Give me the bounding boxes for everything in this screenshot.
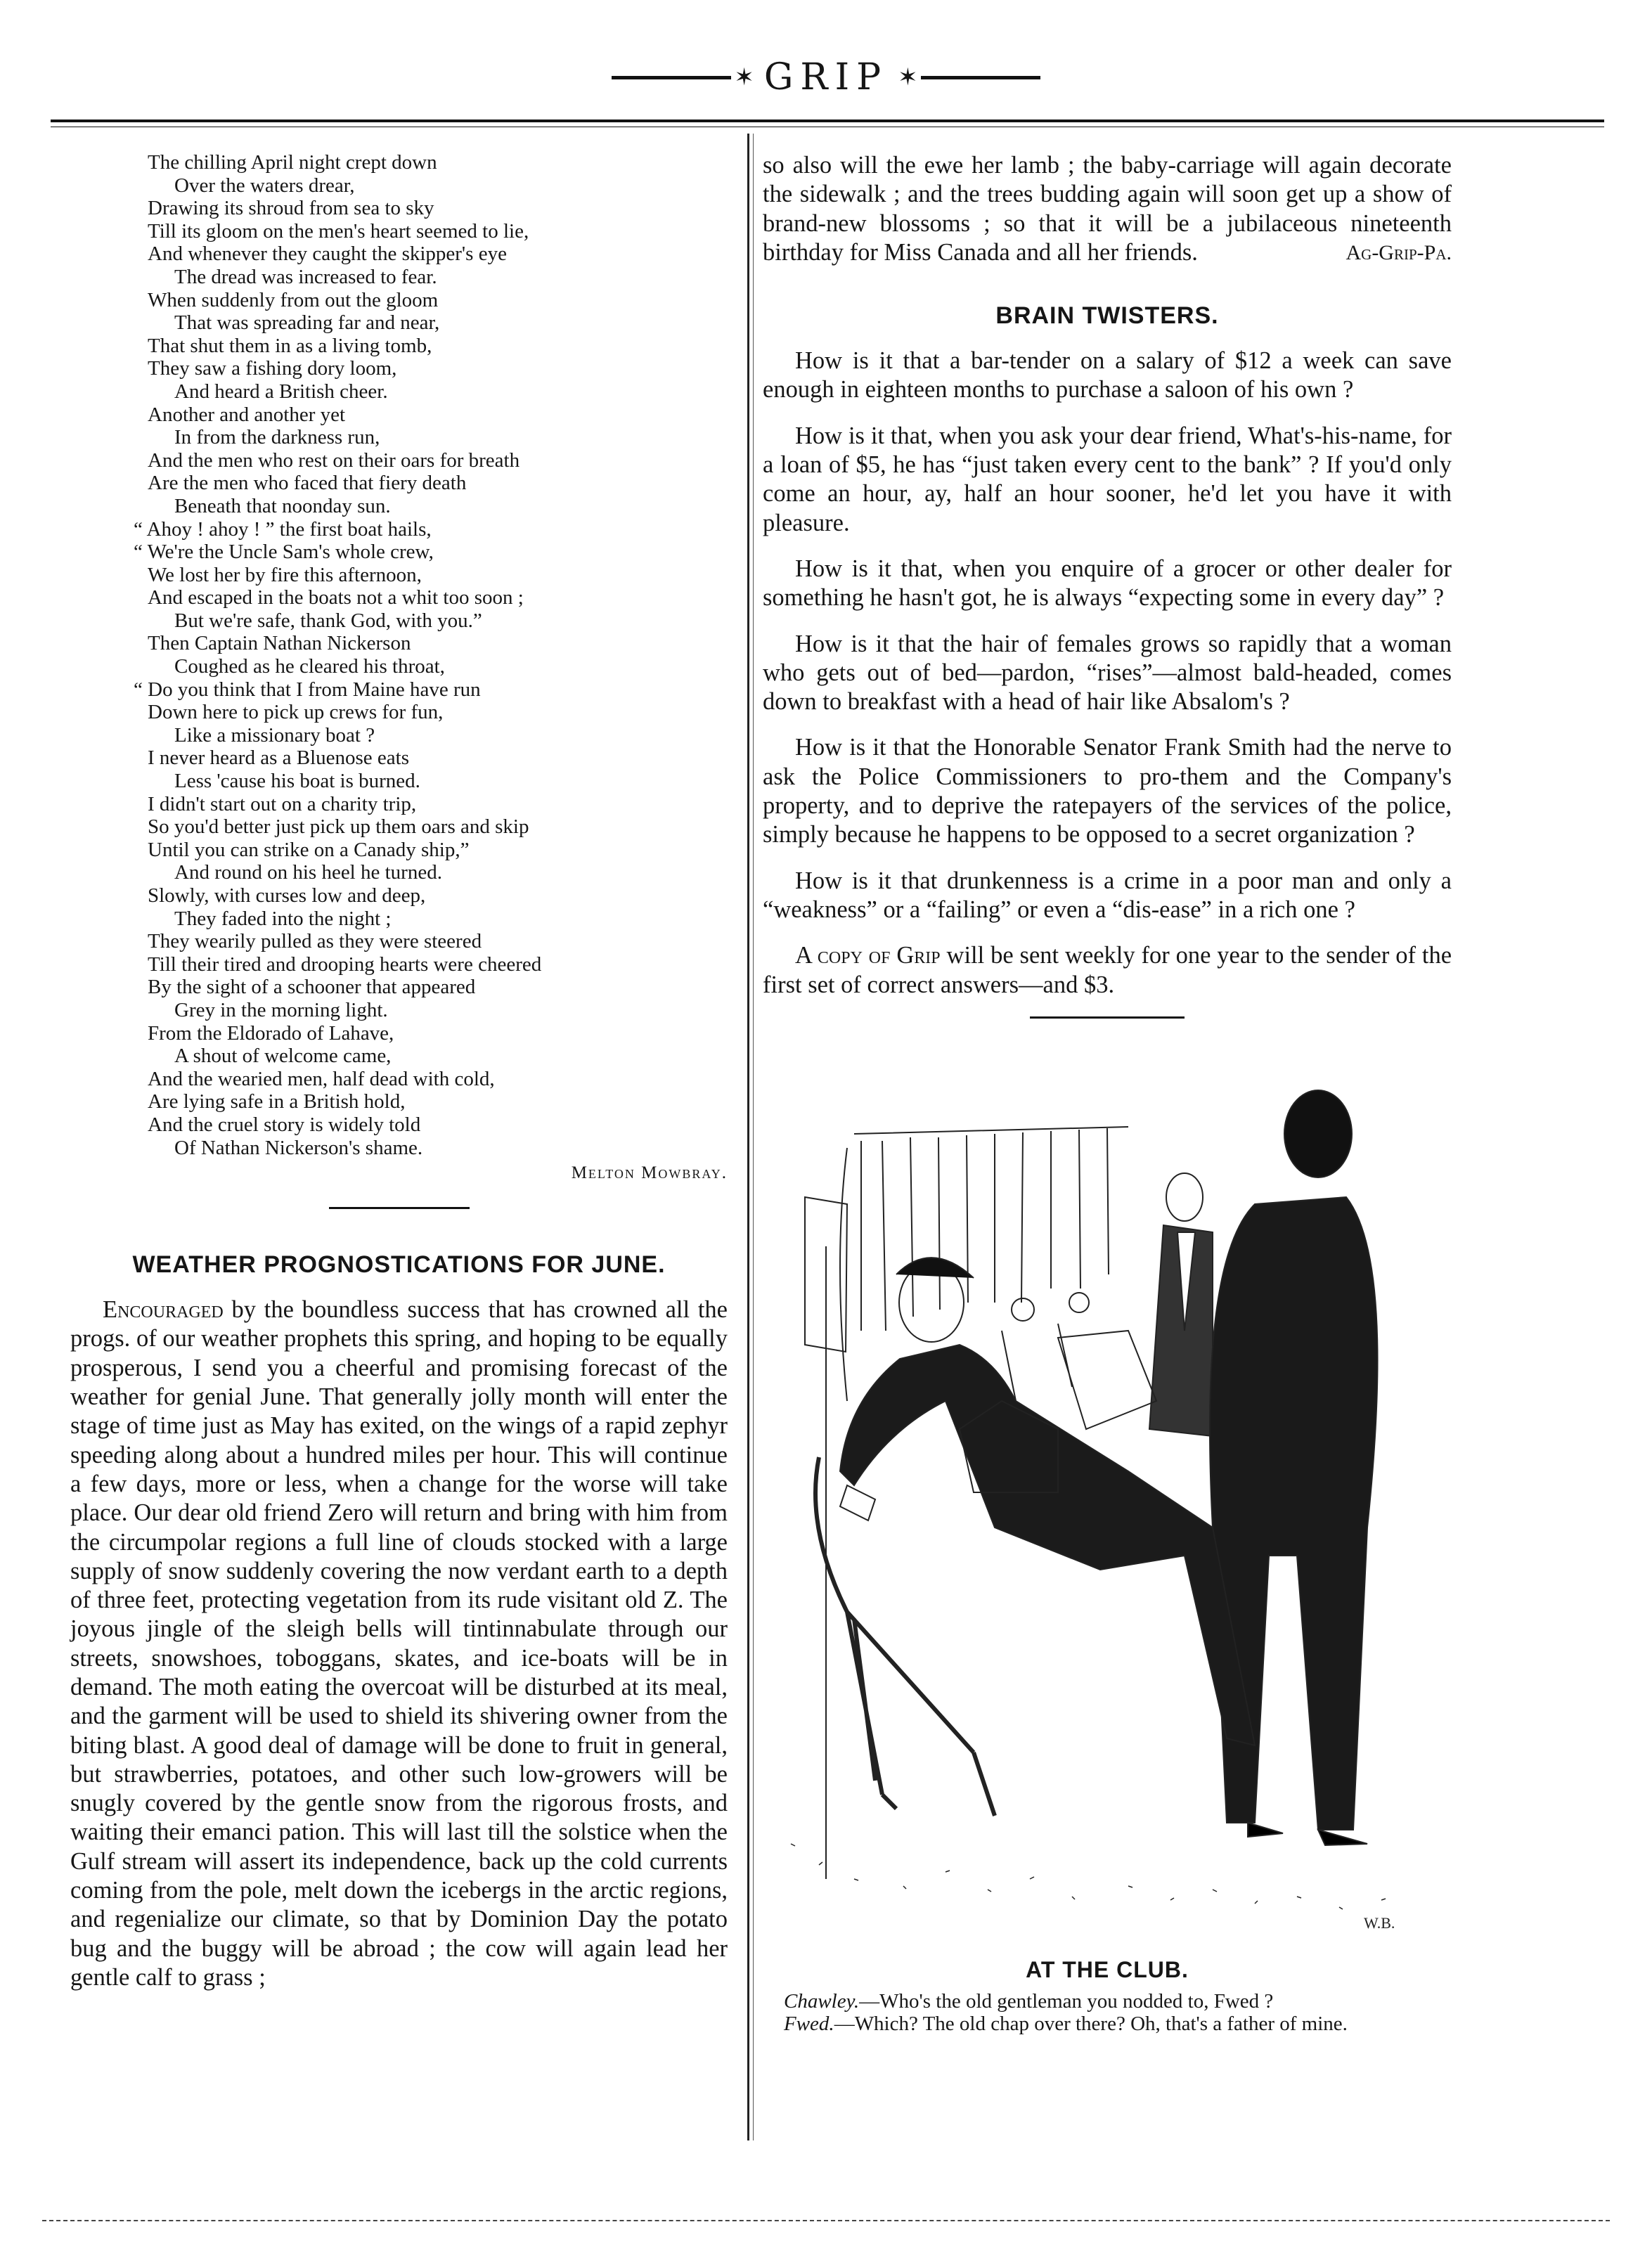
poem-line: From the Eldorado of Lahave,: [148, 1021, 394, 1045]
club-scene-image: [763, 1035, 1452, 1953]
poem-line: The chilling April night crept down: [148, 151, 437, 174]
poem-line: And the cruel story is widely told: [148, 1113, 421, 1136]
footer-rule: [42, 2220, 1610, 2221]
poem-line: When suddenly from out the gloom: [148, 288, 439, 311]
poem-line: In from the darkness run,: [174, 426, 380, 449]
poem-line: We lost her by fire this afternoon,: [148, 563, 422, 586]
brain-twister-question: How is it that the Honorable Senator Frank Smith had the nerve to ask the Police Commissioners to pro-them and the Company's property, and to deprive the ratepayers of the services of the police, simply because he happens to be opposed to a secret organization ?: [763, 734, 1452, 848]
poem-line: And round on his heel he turned.: [174, 861, 442, 884]
star-ornament-icon: ✶: [734, 65, 754, 91]
poem-line: Like a missionary boat ?: [174, 723, 375, 747]
left-column: [70, 151, 728, 2009]
dialogue-speaker: Fwed.: [784, 2012, 834, 2035]
poem-line: “ Do you think that I from Maine have run: [134, 678, 481, 701]
poem-line: They wearily pulled as they were steered: [148, 930, 482, 953]
star-ornament-icon: ✶: [898, 65, 918, 91]
poem-signature: Melton Mowbray.: [571, 1163, 728, 1183]
poem-line: Another and another yet: [148, 403, 346, 426]
brain-twisters: [763, 347, 1452, 924]
poem-line: And escaped in the boats not a whit too soon ;: [148, 586, 524, 609]
poem-line: Till its gloom on the men's heart seemed to lie,: [148, 219, 529, 243]
right-column: [763, 151, 1452, 2035]
weather-heading: WEATHER PROGNOSTICATIONS FOR JUNE.: [132, 1251, 666, 1279]
poem-line: Of Nathan Nickerson's shame.: [174, 1136, 423, 1159]
poem-line: Grey in the morning light.: [174, 998, 388, 1021]
poem-line: And the wearied men, half dead with cold,: [148, 1067, 495, 1090]
brain-twister-question: How is it that a bar-tender on a salary of $12 a week can save enough in eighteen months to purchase a saloon of his own ?: [763, 347, 1452, 403]
poem-line: They saw a fishing dory loom,: [148, 357, 397, 380]
dialogue-line: [763, 2013, 1452, 2035]
brain-heading: BRAIN TWISTERS.: [995, 302, 1219, 330]
masthead: [0, 56, 1652, 98]
poem-line: Slowly, with curses low and deep,: [148, 884, 426, 907]
poem-line: Down here to pick up crews for fun,: [148, 701, 444, 724]
brain-twister-question: How is it that the hair of females grows so rapidly that a woman who gets out of bed—pardon, “rises”—almost bald-headed, comes down to breakfast with a head of hair like Absalom's ?: [763, 630, 1452, 716]
masthead-title: GRIP: [763, 56, 889, 98]
poem-line: Drawing its shroud from sea to sky: [148, 197, 434, 220]
poem-line: Coughed as he cleared his throat,: [174, 655, 445, 678]
weather-signature: Ag-Grip-Pa.: [1346, 240, 1452, 264]
poem-line: So you'd better just pick up them oars and skip: [148, 815, 529, 839]
header-rule: [51, 120, 1604, 122]
masthead-rule-right: [921, 76, 1040, 79]
poem-line: I never heard as a Bluenose eats: [148, 747, 410, 770]
offer-lead: A copy of Grip: [795, 942, 941, 969]
poem-line: Then Captain Nathan Nickerson: [148, 632, 411, 655]
column-divider: [747, 134, 749, 2140]
weather-lead: Encouraged: [103, 1296, 224, 1324]
artist-signature: W.B.: [1364, 1913, 1395, 1932]
weather-continuation-text: so also will the ewe her lamb ; the baby-carriage will again decorate the sidewalk ; and the trees budding again will soon get up a show of brand-new blossoms ; so that it will be a jubilaceous nineteenth birthday for Miss Canada and all her friends.: [763, 152, 1452, 266]
dialogue-speaker: Chawley.: [784, 1989, 860, 2013]
poem-line: But we're safe, thank God, with you.”: [174, 609, 482, 632]
dialogue-text: —Who's the old gentleman you nodded to, Fwed ?: [859, 1989, 1274, 2013]
weather-article: [70, 1296, 728, 1992]
poem-line: The dread was increased to fear.: [174, 265, 437, 288]
poem-line: Are the men who faced that fiery death: [148, 472, 467, 495]
poem-line: Till their tired and drooping hearts were cheered: [148, 952, 542, 976]
poem-line: Less 'cause his boat is burned.: [174, 770, 420, 793]
poem-line: A shout of welcome came,: [174, 1045, 392, 1068]
poem-line: Are lying safe in a British hold,: [148, 1090, 406, 1113]
dialogue-line: [763, 1990, 1452, 2013]
section-rule: [1030, 1016, 1185, 1019]
brain-twister-question: How is it that, when you enquire of a grocer or other dealer for something he hasn't got, he is always “expecting some in every day” ?: [763, 555, 1452, 612]
offer-text: will be sent weekly for one year to the sender of the first set of correct answers—and $3.: [763, 942, 1452, 998]
poem-line: “ Ahoy ! ahoy ! ” the first boat hails,: [134, 517, 432, 541]
weather-continuation: [763, 151, 1452, 267]
cartoon-caption: AT THE CLUB.: [1026, 1956, 1189, 1982]
poem: [134, 151, 728, 1159]
poem-line: Over the waters drear,: [174, 174, 355, 197]
poem-line: And whenever they caught the skipper's eye: [148, 243, 507, 266]
brain-twister-question: How is it that drunkenness is a crime in a poor man and only a “weakness” or a “failing” or even a “dis-ease” in a rich one ?: [763, 867, 1452, 923]
section-rule: [329, 1207, 470, 1209]
poem-line: They faded into the night ;: [174, 907, 392, 930]
dialogue-text: —Which? The old chap over there? Oh, that's a father of mine.: [834, 2012, 1348, 2035]
poem-line: That shut them in as a living tomb,: [148, 334, 432, 357]
poem-line: “ We're the Uncle Sam's whole crew,: [134, 541, 434, 564]
poem-line: And heard a British cheer.: [174, 380, 388, 403]
club-illustration: [763, 1035, 1452, 1953]
poem-line: Beneath that noonday sun.: [174, 494, 391, 517]
column-divider-thin: [753, 134, 754, 2140]
poem-line: By the sight of a schooner that appeared: [148, 976, 476, 999]
poem-line: I didn't start out on a charity trip,: [148, 792, 417, 815]
masthead-rule-left: [612, 76, 731, 79]
poem-line: Until you can strike on a Canady ship,”: [148, 838, 470, 861]
poem-line: And the men who rest on their oars for breath: [148, 448, 520, 472]
brain-offer: [763, 941, 1452, 1000]
poem-line: That was spreading far and near,: [174, 311, 440, 335]
brain-twister-question: How is it that, when you ask your dear friend, What's-his-name, for a loan of $5, he has “just taken every cent to the bank” ? If you'd only come an hour, ay, half an hour sooner, he'd let you have it with pleasure.: [763, 422, 1452, 536]
weather-body: by the boundless success that has crowned all the progs. of our weather prophets this spring, and hoping to be equally prosperous, I send you a cheerful and promising forecast of the weather for genial June. That generally jolly month will enter the stage of time just as May has exited, on the wings of a rapid zephyr speeding along about a hundred miles per hour. This will continue a few days, more or less, when a change for the worse will take place. Our dear old friend Zero will return and bring with him from the circumpolar regions a full line of clouds stocked with a large supply of snow suddenly covering the now verdant earth to a depth of three feet, protecting vegetation from its rude visitant old Z. The joyous jingle of the sleigh bells will tintinnabulate through our streets, snowshoes, toboggans, skates, and ice-boats will be in demand. The moth eating the overcoat will be disturbed at its meal, and the garment will be used to shield its shivering owner from the biting blast. A good deal of damage will be done to fruit in general, but strawberries, potatoes, and other such low-growers will be snugly covered by the gentle snow from the rigorous frosts, and waiting their emanci pation. This will last till the solstice when the Gulf stream will assert its independence, back up the cold currents coming from the pole, melt down the icebergs in the arctic regions, and regenialize our climate, so that by Dominion Day the potato bug and the buggy will be abroad ; the cow will again lead her gentle calf to grass ;: [70, 1296, 728, 1991]
cartoon-dialogue: [763, 1990, 1452, 2035]
